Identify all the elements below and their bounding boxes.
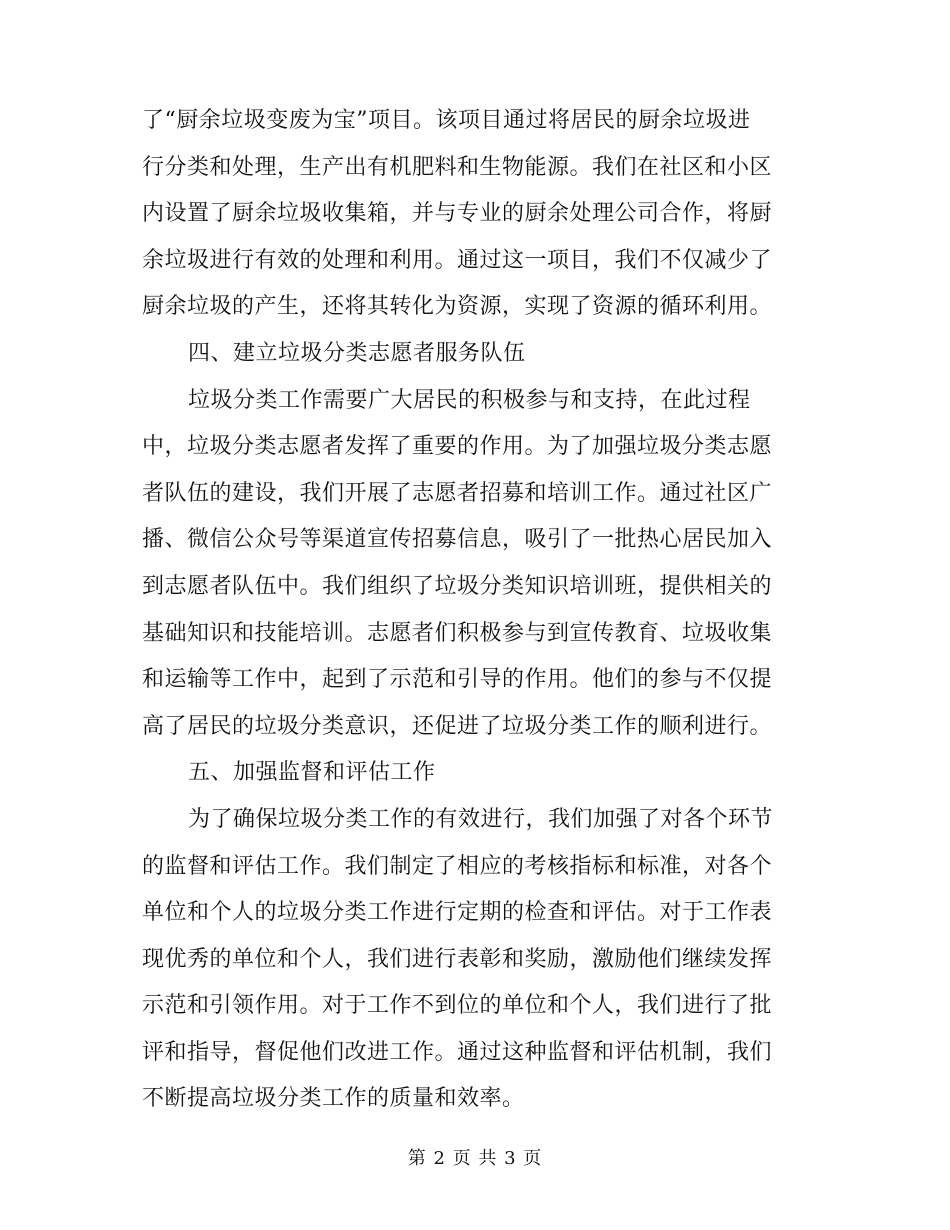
text-line: 内设置了厨余垃圾收集箱，并与专业的厨余处理公司合作，将厨 — [142, 201, 773, 227]
text-line: 余垃圾进行有效的处理和利用。通过这一项目，我们不仅减少了 — [142, 247, 773, 273]
text-line: 到志愿者队伍中。我们组织了垃圾分类知识培训班，提供相关的 — [142, 573, 773, 599]
text-line: 不断提高垃圾分类工作的质量和效率。 — [142, 1086, 525, 1112]
text-line: 行分类和处理，生产出有机肥料和生物能源。我们在社区和小区 — [142, 154, 773, 180]
text-line: 中，垃圾分类志愿者发挥了重要的作用。为了加强垃圾分类志愿 — [142, 434, 773, 460]
text-line: 评和指导，督促他们改进工作。通过这种监督和评估机制，我们 — [142, 1039, 773, 1065]
text-line: 基础知识和技能培训。志愿者们积极参与到宣传教育、垃圾收集 — [142, 620, 773, 646]
text-line: 者队伍的建设，我们开展了志愿者招募和培训工作。通过社区广 — [142, 480, 773, 506]
paragraph-first-line: 垃圾分类工作需要广大居民的积极参与和支持，在此过程 — [188, 387, 751, 413]
text-line: 和运输等工作中，起到了示范和引导的作用。他们的参与不仅提 — [142, 667, 773, 693]
page-number-footer: 第 2 页 共 3 页 — [407, 1148, 543, 1169]
text-line: 现优秀的单位和个人，我们进行表彰和奖励，激励他们继续发挥 — [142, 946, 773, 972]
text-line: 的监督和评估工作。我们制定了相应的考核指标和标准，对各个 — [142, 853, 773, 879]
section-heading: 五、加强监督和评估工作 — [188, 760, 436, 786]
text-line: 了“厨余垃圾变废为宝”项目。该项目通过将居民的厨余垃圾进 — [142, 108, 751, 133]
text-line: 高了居民的垃圾分类意识，还促进了垃圾分类工作的顺利进行。 — [142, 713, 773, 739]
text-line: 示范和引领作用。对于工作不到位的单位和个人，我们进行了批 — [142, 993, 773, 1019]
paragraph-first-line: 为了确保垃圾分类工作的有效进行，我们加强了对各个环节 — [188, 806, 774, 832]
text-line: 单位和个人的垃圾分类工作进行定期的检查和评估。对于工作表 — [142, 900, 773, 926]
document-body — [142, 98, 802, 1123]
text-line: 厨余垃圾的产生，还将其转化为资源，实现了资源的循环利用。 — [142, 294, 773, 320]
text-line: 播、微信公众号等渠道宣传招募信息，吸引了一批热心居民加入 — [142, 527, 773, 553]
section-heading: 四、建立垃圾分类志愿者服务队伍 — [188, 340, 526, 366]
